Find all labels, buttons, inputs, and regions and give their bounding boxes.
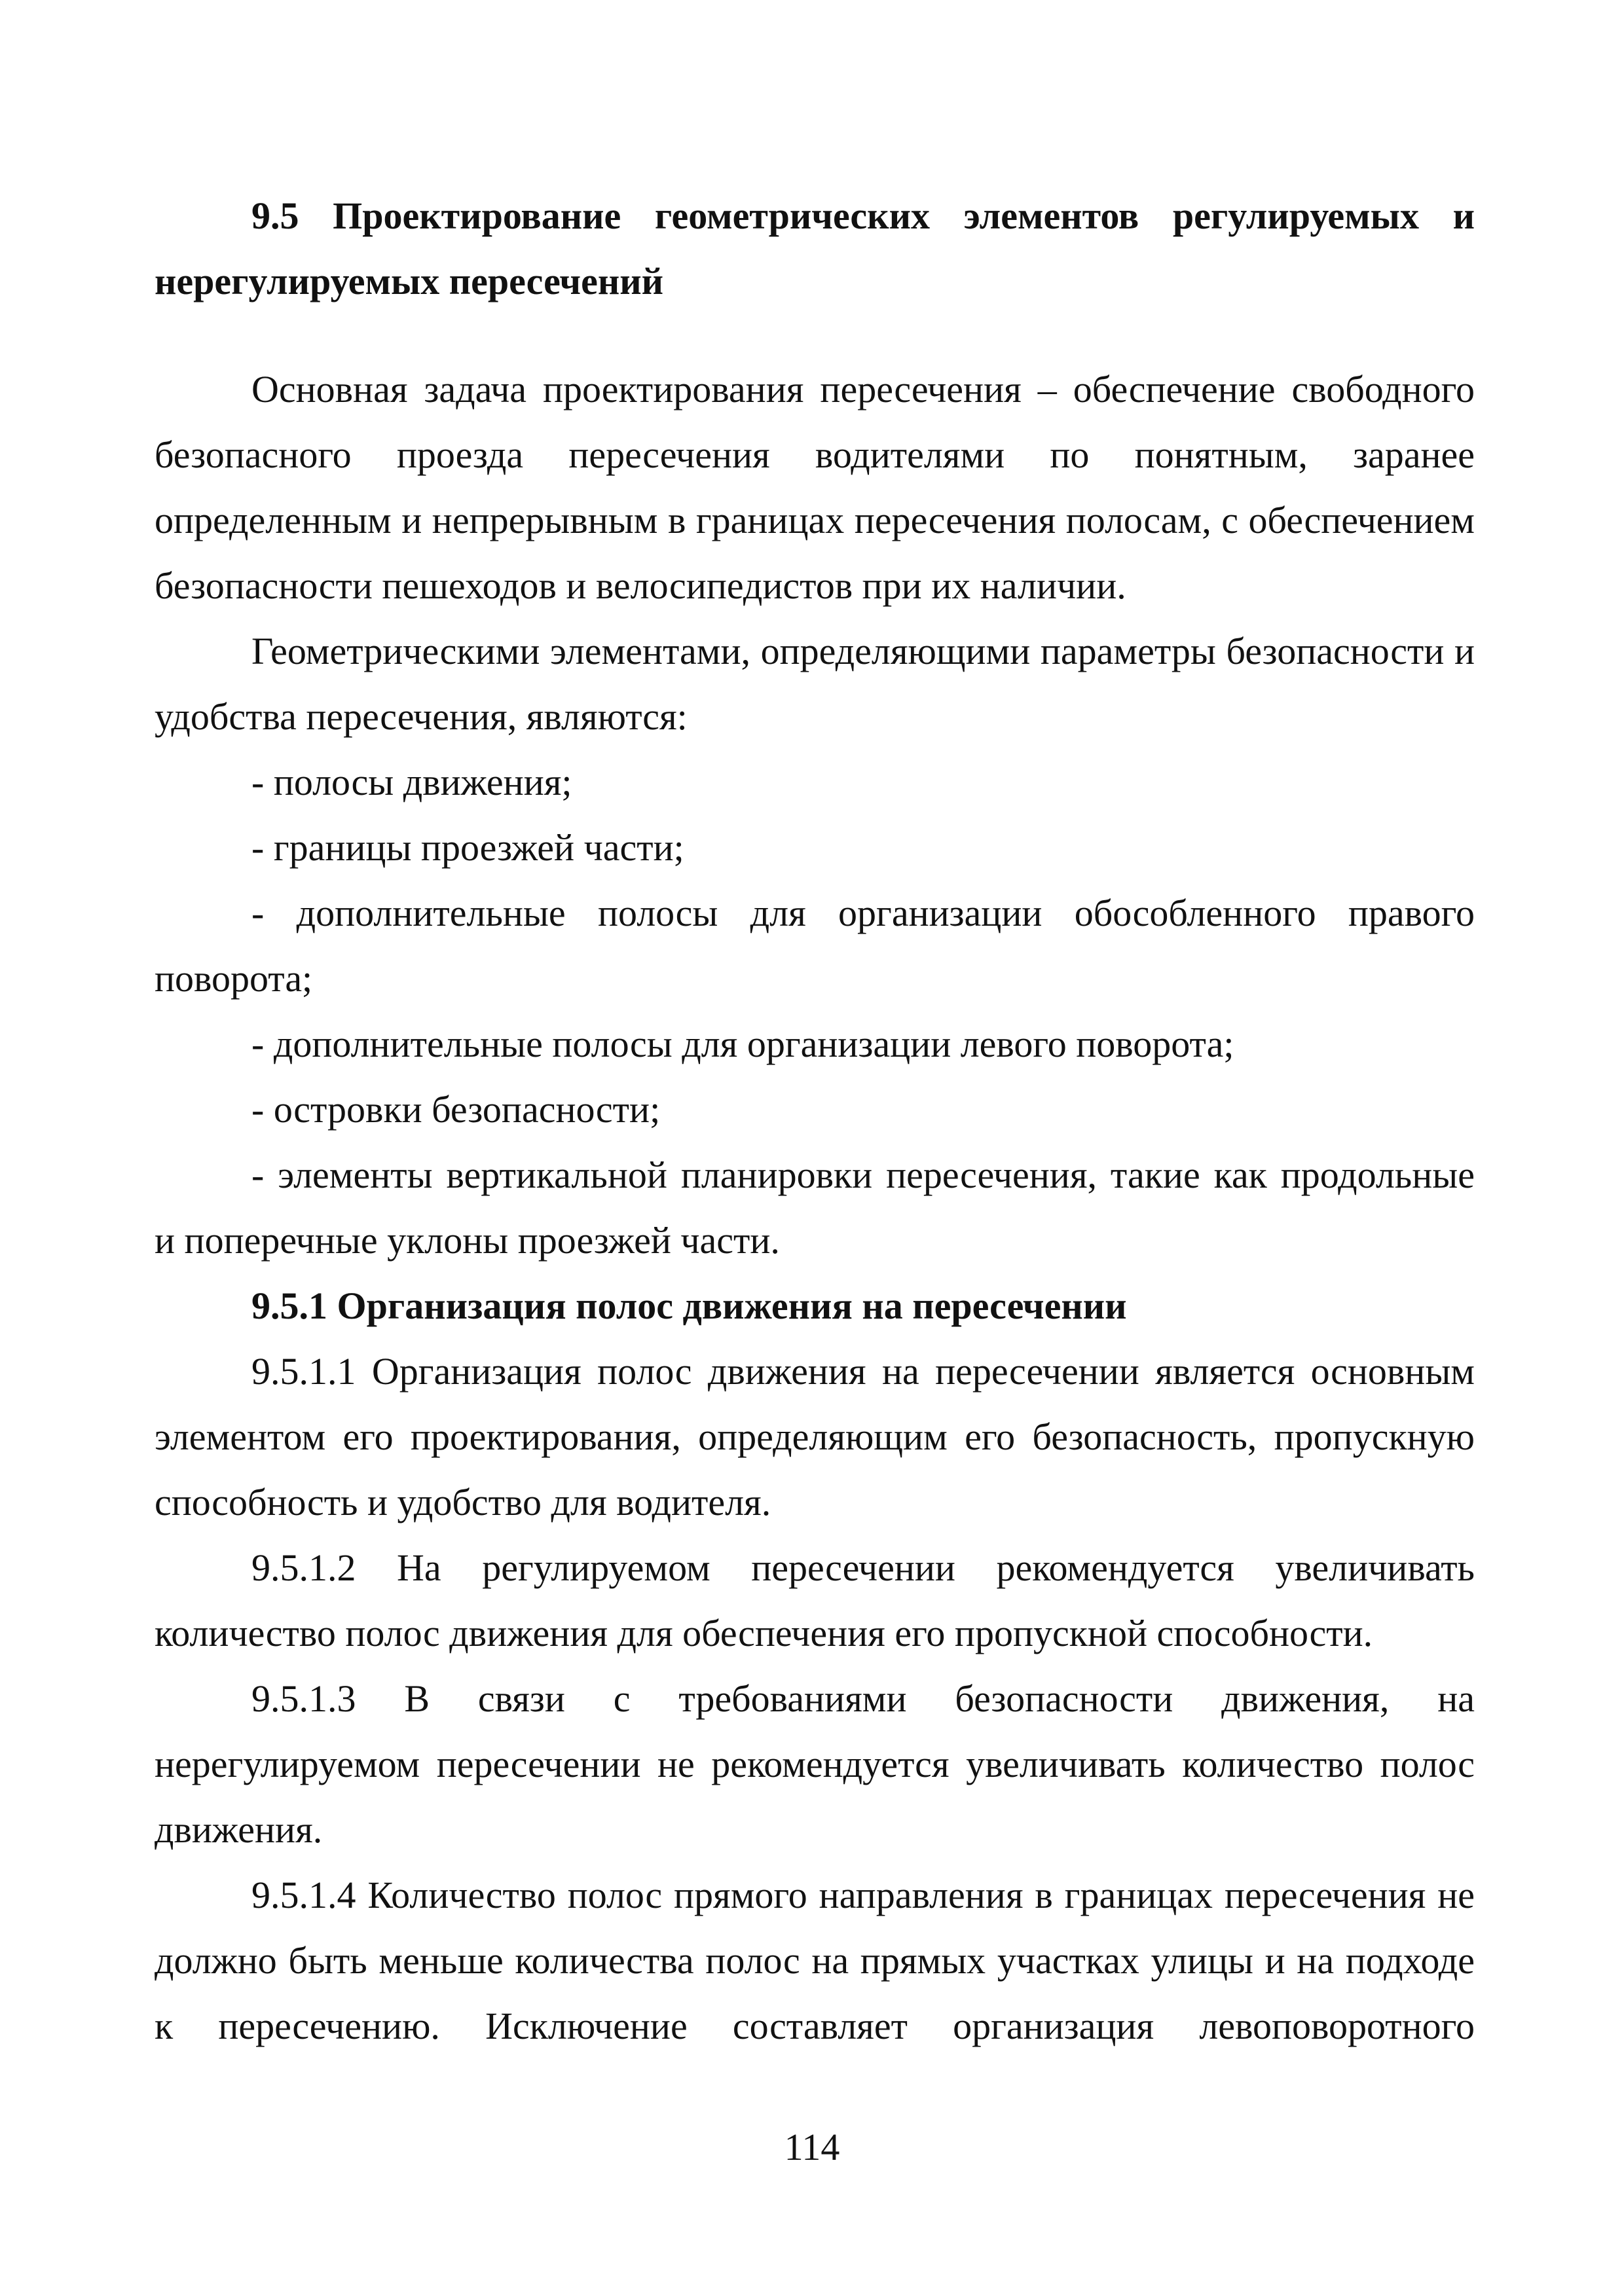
list-item-safety-islands: - островки безопасности;: [251, 1088, 661, 1131]
list-item-right-turn-lanes: - дополнительные полосы для организации обособленного правого поворота;: [155, 892, 1475, 1000]
list-item-vertical-planning: - элементы вертикальной планировки пересечения, такие как продольные и поперечные уклоны проезжей части.: [155, 1154, 1475, 1262]
paragraph-9-5-1-3: 9.5.1.3 В связи с требованиями безопасности движения, на нерегулируемом пересечении не рекомендуется увеличивать количество полос движения.: [155, 1677, 1475, 1851]
section-heading: 9.5 Проектирование геометрических элементов регулируемых и нерегулируемых пересечений: [155, 194, 1475, 302]
paragraph-9-5-1-1: 9.5.1.1 Организация полос движения на пересечении является основным элементом его проектирования, определяющим его безопасность, пропускную способность и удобство для водителя.: [155, 1350, 1475, 1523]
paragraph-9-5-1-2: 9.5.1.2 На регулируемом пересечении рекомендуется увеличивать количество полос движения для обеспечения его пропускной способности.: [155, 1546, 1475, 1654]
list-item-lanes: - полосы движения;: [251, 761, 572, 803]
page-number: 114: [784, 2126, 840, 2168]
paragraph-geometric-elements: Геометрическими элементами, определяющими параметры безопасности и удобства пересечения, являются:: [155, 630, 1475, 738]
paragraph-9-5-1-4: 9.5.1.4 Количество полос прямого направления в границах пересечения не должно быть меньше количества полос на прямых участках улицы и на подходе к пересечению. Исключение составляет организация левоповоротного: [155, 1874, 1475, 2047]
list-item-left-turn-lanes: - дополнительные полосы для организации левого поворота;: [251, 1023, 1234, 1065]
subsection-heading: 9.5.1 Организация полос движения на пересечении: [251, 1285, 1127, 1327]
paragraph-main-task: Основная задача проектирования пересечения – обеспечение свободного безопасного проезда пересечения водителями по понятным, заранее определенным и непрерывным в границах пересечения полосам, с обеспечением безопасности пешеходов и велосипедистов при их наличии.: [155, 368, 1475, 607]
list-item-carriageway-borders: - границы проезжей части;: [251, 826, 684, 869]
